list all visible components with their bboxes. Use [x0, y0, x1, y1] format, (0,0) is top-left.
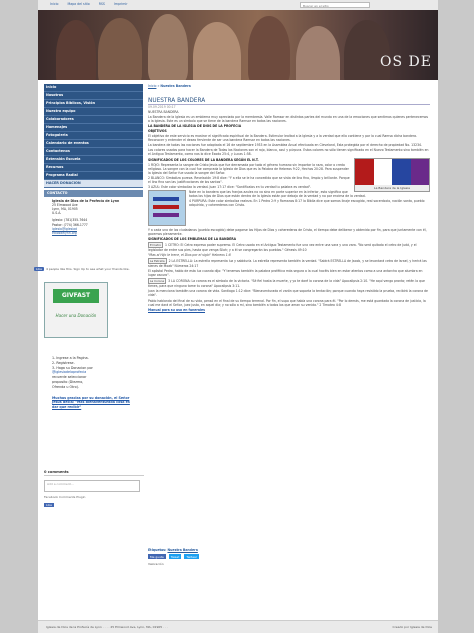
- paragraph-4: Los colores usados para hacer la Bandera de Todas las Naciones son el rojo, blanco, azul y púrpura. Estos colores no sólo tienen significado en el Nuevo Testamento sino también en el Antiguo Testamento, como nos lo dice Éxodo 25:4, y Lucas 1:58.: [148, 148, 429, 157]
- like-button[interactable]: Like: [36, 267, 42, 271]
- article-date: 09.09.2019 00:17: [148, 105, 176, 109]
- givfast-logo: GIVFAST: [53, 289, 99, 303]
- nav-item-homenajes[interactable]: Homenajes: [44, 124, 143, 132]
- contact-address1: 25 Elmwood Ave: [52, 202, 78, 207]
- twitter-follow-button[interactable]: Twitear: [186, 554, 198, 559]
- footer-address: Iglesia de Dios de la Profecía de Lynn · · · · 25 Elmwood Ave, Lynn, MA, 01905 · · ·: [46, 625, 168, 629]
- step-3: 3- Haga su Donacion por: [52, 365, 93, 370]
- givfast-banner[interactable]: [44, 282, 108, 338]
- nav-item-equipo[interactable]: Nuestro equipo: [44, 108, 143, 116]
- nav-item-principios[interactable]: Principios Bíblicos, Visión: [44, 100, 143, 108]
- top-links: [50, 2, 136, 6]
- donation-steps: [52, 356, 132, 410]
- page-title: NUESTRA BANDERA: [148, 98, 430, 105]
- tag-link[interactable]: Nuestra Bandera: [167, 548, 198, 552]
- nav-item-programa-radial[interactable]: Programa Radial: [44, 172, 143, 180]
- page: [38, 0, 438, 632]
- nav-item-recursos[interactable]: Recursos: [44, 164, 143, 172]
- contact-heading: CONTACTO: [44, 190, 143, 197]
- banner-logo-text: OS DE: [380, 54, 432, 70]
- emblem-corona: 3 LA CORONA: La corona es el símbolo de la victoria. "Sé fiel hasta la muerte, y yo te daré la corona de la vida" Apocalipsis 2:10. "He aquí vengo pronto; retén lo que tienes, para que ninguno tome tu corona" Apocalipsis 3:11.: [148, 279, 425, 289]
- contact-fax: Pastor: (774) 366-1777: [52, 222, 88, 227]
- main-nav: [44, 84, 143, 188]
- tags-label: Etiquetas:: [148, 548, 167, 552]
- step-5: proposito (Diezmo,: [52, 379, 84, 384]
- emblem-cetro: 1 CETRO: El Cetro expresa poder supremo. El Cetro usado en el Antiguo Testamento fue una vez entre una vara y una vara. "No será quitado el cetro de Judá, y el legislador de entre sus pies, hasta que venga Siloh; y a él se congregarán los pueblos." Génesis 49:10: [148, 242, 417, 253]
- heading-emblemas: SIGNIFICADOS DE LOS EMBLEMAS DE LA BANDERA: [148, 236, 237, 241]
- footer-credit[interactable]: Creado por Iglesia de Dios: [392, 625, 432, 629]
- paragraph-franjas: Note en la bandera que las franjas azules no va sino en parte superior en la inferior, esto significa que todos los hijos de Dios que están dentro de la Iglesia están por debajo de la verdad y no por encima de la verdad.: [189, 189, 366, 198]
- tweet-button[interactable]: Tweet: [170, 554, 180, 559]
- color-blanco: 2 BLANCO: Simboliza pureza. Revelación 19:8 dice: "Y a ella se le ha concedido que se vista de lino fino, limpio y brillante. Porque el lino fino son las justificaciones de los santos".: [148, 175, 350, 184]
- flag-image: [354, 158, 430, 192]
- article-subtitle: NUESTRA BANDERA: [148, 110, 179, 115]
- paragraph-pablo: Pablo hablando del final de su vida, pensó en el final de su tiempo terrenal. Por fin, el supo que había una corona para él. "Por lo demás, me está guardada la corona de justicia, la cual me dará el Señor, juez justo, en aquel día; y no sólo a mí, sino también a todos los que aman su venida." 2 Timoteo 4:8: [148, 298, 426, 307]
- site-footer: [38, 620, 438, 633]
- paragraph-pedro: El apóstol Pedro, hablo de esta luz cuando dijo: "Y tenemos también la palabra profética más segura a la cual hacéis bien en estar atentos como a una antorcha que alumbra en lugar oscuro".: [148, 269, 423, 278]
- emblem-estrella: 2 LA ESTRELLA: La estrella representa luz y sabiduría. La estrella representa también la verdad. "Saldrá ESTRELLA de Jacob, y se levantará cetro de Israel, y herirá las sienes de Moab" Números 24:17: [148, 259, 427, 269]
- fb-share-button[interactable]: Me gusta: [150, 554, 164, 559]
- facebook-like-bar: [34, 267, 154, 273]
- emblem-estrella-tag: La Estrella: [150, 259, 165, 264]
- contact-email[interactable]: iglesia@iglesiad: [52, 226, 77, 231]
- nav-item-extension[interactable]: Extensión Escuela: [44, 156, 143, 164]
- contact-email-cont[interactable]: ediosdelynn.org: [52, 231, 77, 236]
- step-4: recuerde seleccionar: [52, 375, 87, 380]
- emblem-corona-tag: La Corona: [150, 279, 165, 284]
- nav-item-contactenos[interactable]: Contactenos: [44, 148, 143, 156]
- nav-item-fotogaleria[interactable]: Fotogaleria: [44, 132, 143, 140]
- sitemap-link[interactable]: Mapa del sitio: [67, 2, 90, 6]
- article-body: [148, 105, 430, 312]
- comments-section: [44, 470, 144, 507]
- paragraph-1: La Bandera de la Iglesia es un emblema muy apreciado por la membresía. Valle Ramsor en distintas partes del mundo en una de la emociones que sentimos quienes pertenecemos a la Iglesia. Este es un símbolo que se tiene de la bandera Ramsor en todas las naciones.: [148, 115, 429, 124]
- manual-link[interactable]: Manual para su uso en funerales: [148, 307, 205, 312]
- comment-input[interactable]: Add a comment...: [44, 480, 140, 492]
- header-banner: [38, 10, 438, 80]
- nav-item-nosotros[interactable]: Nosotros: [44, 92, 143, 100]
- color-purpura: 4 PURPURA: Este color simboliza realeza. En 1 Pedro 2:9 y Romanos 8:17 la Biblia dice que somos linaje escogido, real sacerdocio, nación santa, pueblo adquirido, y coherederos con Cristo.: [189, 198, 425, 207]
- step-2: 2- Registrese.: [52, 360, 75, 365]
- quote-hebreos: "Mas al Hijo le trece, el Dios por el siglo" Hebreos 1:8: [148, 253, 231, 258]
- emblem-cetro-tag: El Cetro: [150, 242, 162, 247]
- comments-plugin-label: Facebook Comments Plugin: [44, 495, 86, 499]
- nav-item-colaboradores[interactable]: Colaboradores: [44, 116, 143, 124]
- flag-detail-image: [148, 190, 186, 226]
- breadcrumb-home[interactable]: Inicio: [148, 84, 157, 88]
- heading-colores: SIGNIFICADOS DE LOS COLORES DE LA BANDERA SEGÚN EL N.T.: [148, 157, 259, 162]
- contact-address3: U.S.A.: [52, 211, 62, 216]
- nav-item-donacion[interactable]: HACER DONACION: [44, 180, 143, 188]
- step-handle: @iglesiadelaprofecia: [52, 370, 87, 375]
- breadcrumb-separator: »: [156, 84, 161, 88]
- like-text: 4 people like this. Sign Up to see what your friends like.: [45, 267, 130, 271]
- breadcrumb: [148, 84, 430, 88]
- paragraph-linaje: Y a cada uno de los ciudadanos (pueblo escogido) debe pagarse los Hijos de Dios y coherederos de Cristo, el tiempo debe deliberar y obtenido por fin, para que juntamente con él, gocemos plenamente.: [148, 227, 427, 236]
- nav-item-calendario[interactable]: Calendario de eventos: [44, 140, 143, 148]
- nav-item-inicio[interactable]: Inicio: [44, 84, 143, 92]
- heading-bandera: LA BANDERA DE LA IGLESIA DE DIOS DE LA PROFECIA: [148, 124, 242, 129]
- article-footer: [148, 548, 430, 566]
- paragraph-2: El objetivo de este servicio es mostrar el significado espiritual de la Bandera. Estimular lealtad a la Iglesia y a la verdad que ella contiene y por la cual Ramsa dicha bandera. Reconocer y entender el deseo ferviente de ser una bandera Ramsar en todas las naciones.: [148, 134, 418, 143]
- search-input[interactable]: Buscar en el sitio: [300, 2, 370, 8]
- main-content: [148, 84, 430, 313]
- paragraph-santiago: Juan la menciona también una corona de vida. Santiago 1:12 dice: "Bienaventurado el varón que soporta la tentación; porque cuando haya resistido la prueba, recibirá la corona de vida".: [148, 289, 428, 298]
- comments-heading: 0 comments: [44, 470, 144, 476]
- step-6: Ofrenda u Otro).: [52, 384, 79, 389]
- contact-address2: Lynn, MA, 01905: [52, 207, 78, 211]
- color-azul: 3 AZUL: Este color simboliza la verdad. Juan 17:17 dice: "Santifícalos en tu verdad tu palabra es verdad".: [148, 184, 312, 189]
- paragraph-3: La bandera de todas las naciones fue adoptada el 16 de septiembre 1933 en la Asamblea Anual efectuada en Cleveland, Esta protegida por el derecho de propiedad No. 13234.: [148, 143, 423, 148]
- share-buttons: [148, 554, 430, 559]
- contact-name: Iglesia de Dios de la Profecía de Lynn: [52, 198, 120, 203]
- givfast-slogan: Hacer una Donación: [55, 313, 97, 318]
- home-link[interactable]: Inicio: [50, 2, 59, 6]
- flag-caption: La Bandera de la Iglesia: [355, 185, 429, 191]
- color-rojo: 1 ROJO: Representa la sangre de Cristo Jesús que fue derramada por todo el género humano sin importar la raza, color o credo religioso. La sangre con la cual fue comprada la Iglesia de Dios que es la Palabra de Hebreos 9:22, Hechos 20:28. Para suspender la Iglesia del Señor fue usado la sangre del Señor.: [148, 162, 349, 175]
- like-button-2[interactable]: Like: [46, 503, 52, 507]
- sidebar: [44, 84, 143, 237]
- print-link[interactable]: Imprimir: [113, 2, 128, 6]
- contact-tel: Iglesia: (781)355-7644: [52, 218, 88, 223]
- rating-row: Valoración: [148, 562, 164, 566]
- step-1: 1- Ingrese a la Pagina.: [52, 356, 89, 360]
- rss-link[interactable]: RSS: [98, 2, 105, 6]
- heading-objetivos: OBJETIVOS: [148, 129, 167, 134]
- tags-row: [148, 548, 430, 552]
- thanks-link[interactable]: Muchas gracias por su donación, el Señor Jesus decía: "Mas bienaventurada cosa es dar que recibir": [52, 395, 130, 410]
- breadcrumb-current: Nuestra Bandera: [160, 84, 191, 88]
- contact-block: [44, 197, 143, 238]
